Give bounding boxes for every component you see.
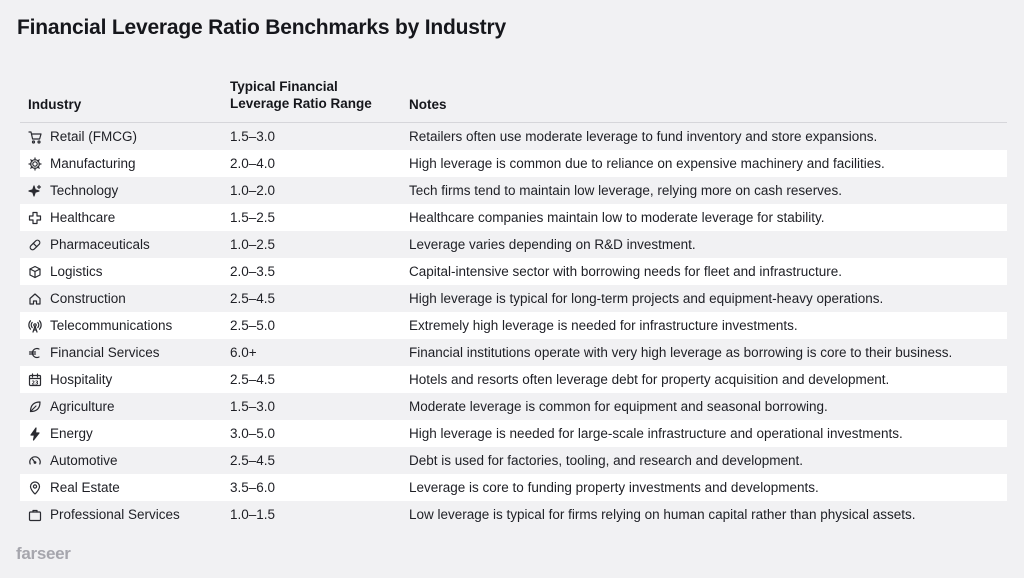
farseer-logo: farseer [16, 544, 71, 563]
industry-name: Professional Services [50, 507, 180, 522]
box-icon [28, 265, 42, 279]
table-body [20, 123, 1007, 528]
industry-name: Financial Services [50, 345, 160, 360]
briefcase-icon [28, 508, 42, 522]
industry-name: Telecommunications [50, 318, 173, 333]
table-row [20, 393, 1007, 420]
header-range-line2: Leverage Ratio Range [230, 96, 372, 111]
industry-cell [20, 291, 230, 306]
table-header [20, 76, 1007, 123]
map-pin-icon [28, 481, 42, 495]
range-cell: 2.5–4.5 [230, 372, 276, 387]
table-row [20, 231, 1007, 258]
industry-cell [20, 453, 230, 468]
notes-cell: High leverage is needed for large-scale infrastructure and operational investments. [409, 426, 903, 441]
notes-cell: Hotels and resorts often leverage debt for property acquisition and development. [409, 372, 890, 387]
header-notes: Notes [409, 97, 447, 112]
range-cell: 3.0–5.0 [230, 426, 276, 441]
industry-name: Energy [50, 426, 93, 441]
range-cell: 2.5–4.5 [230, 291, 276, 306]
industry-name: Construction [50, 291, 126, 306]
table-row [20, 339, 1007, 366]
pill-icon [28, 238, 42, 252]
industry-cell [20, 507, 230, 522]
industry-cell [20, 237, 230, 252]
notes-cell: Healthcare companies maintain low to moderate leverage for stability. [409, 210, 825, 225]
industry-cell [20, 345, 230, 360]
industry-cell [20, 183, 230, 198]
range-cell: 1.0–1.5 [230, 507, 276, 522]
header-range [230, 78, 409, 122]
range-cell: 1.5–2.5 [230, 210, 276, 225]
range-cell: 6.0+ [230, 345, 257, 360]
industry-name: Real Estate [50, 480, 120, 495]
svg-text:23: 23 [31, 379, 39, 386]
table-row [20, 474, 1007, 501]
notes-cell: Tech firms tend to maintain low leverage, relying more on cash reserves. [409, 183, 842, 198]
medical-cross-icon [28, 211, 42, 225]
table-row [20, 447, 1007, 474]
industry-cell [20, 399, 230, 414]
euro-icon [28, 346, 42, 360]
range-cell: 3.5–6.0 [230, 480, 276, 495]
table-row [20, 312, 1007, 339]
industry-name: Logistics [50, 264, 103, 279]
benchmark-table [20, 76, 1007, 528]
table-row [20, 123, 1007, 150]
range-cell: 1.0–2.0 [230, 183, 276, 198]
industry-name: Retail (FMCG) [50, 129, 137, 144]
house-icon [28, 292, 42, 306]
industry-name: Manufacturing [50, 156, 136, 171]
range-cell: 1.5–3.0 [230, 129, 276, 144]
table-row [20, 285, 1007, 312]
range-cell: 1.5–3.0 [230, 399, 276, 414]
industry-name: Automotive [50, 453, 118, 468]
industry-cell [20, 426, 230, 441]
industry-cell [20, 264, 230, 279]
notes-cell: Financial institutions operate with very high leverage as borrowing is core to their business. [409, 345, 953, 360]
industry-name: Technology [50, 183, 119, 198]
range-cell: 2.5–5.0 [230, 318, 276, 333]
gauge-icon [28, 454, 42, 468]
sparkle-icon [28, 184, 42, 198]
range-cell: 2.0–3.5 [230, 264, 276, 279]
gear-icon [28, 157, 42, 171]
range-cell: 2.0–4.0 [230, 156, 276, 171]
cart-icon [28, 130, 42, 144]
table-row [20, 420, 1007, 447]
notes-cell: Moderate leverage is common for equipment and seasonal borrowing. [409, 399, 828, 414]
notes-cell: High leverage is common due to reliance on expensive machinery and facilities. [409, 156, 885, 171]
industry-cell [20, 480, 230, 495]
page-title: Financial Leverage Ratio Benchmarks by Industry [17, 16, 506, 39]
lightning-icon [28, 427, 42, 441]
table-row [20, 258, 1007, 285]
notes-cell: Debt is used for factories, tooling, and research and development. [409, 453, 803, 468]
table-row [20, 150, 1007, 177]
calendar-icon [28, 373, 42, 387]
table-row [20, 177, 1007, 204]
notes-cell: Low leverage is typical for firms relying on human capital rather than physical assets. [409, 507, 916, 522]
industry-cell [20, 318, 230, 333]
notes-cell: Leverage is core to funding property investments and developments. [409, 480, 819, 495]
table-row [20, 501, 1007, 528]
industry-cell [20, 129, 230, 144]
industry-cell [20, 372, 230, 387]
header-industry: Industry [28, 97, 82, 112]
range-cell: 1.0–2.5 [230, 237, 276, 252]
notes-cell: Leverage varies depending on R&D investment. [409, 237, 696, 252]
antenna-icon [28, 319, 42, 333]
industry-name: Healthcare [50, 210, 116, 225]
industry-name: Pharmaceuticals [50, 237, 150, 252]
industry-cell [20, 156, 230, 171]
range-cell: 2.5–4.5 [230, 453, 276, 468]
header-range-line1: Typical Financial [230, 79, 338, 94]
notes-cell: Retailers often use moderate leverage to fund inventory and store expansions. [409, 129, 878, 144]
notes-cell: Capital-intensive sector with borrowing needs for fleet and infrastructure. [409, 264, 842, 279]
table-row [20, 366, 1007, 393]
industry-cell [20, 210, 230, 225]
industry-name: Hospitality [50, 372, 113, 387]
leaf-icon [28, 400, 42, 414]
notes-cell: High leverage is typical for long-term projects and equipment-heavy operations. [409, 291, 884, 306]
industry-name: Agriculture [50, 399, 115, 414]
notes-cell: Extremely high leverage is needed for infrastructure investments. [409, 318, 798, 333]
table-row [20, 204, 1007, 231]
